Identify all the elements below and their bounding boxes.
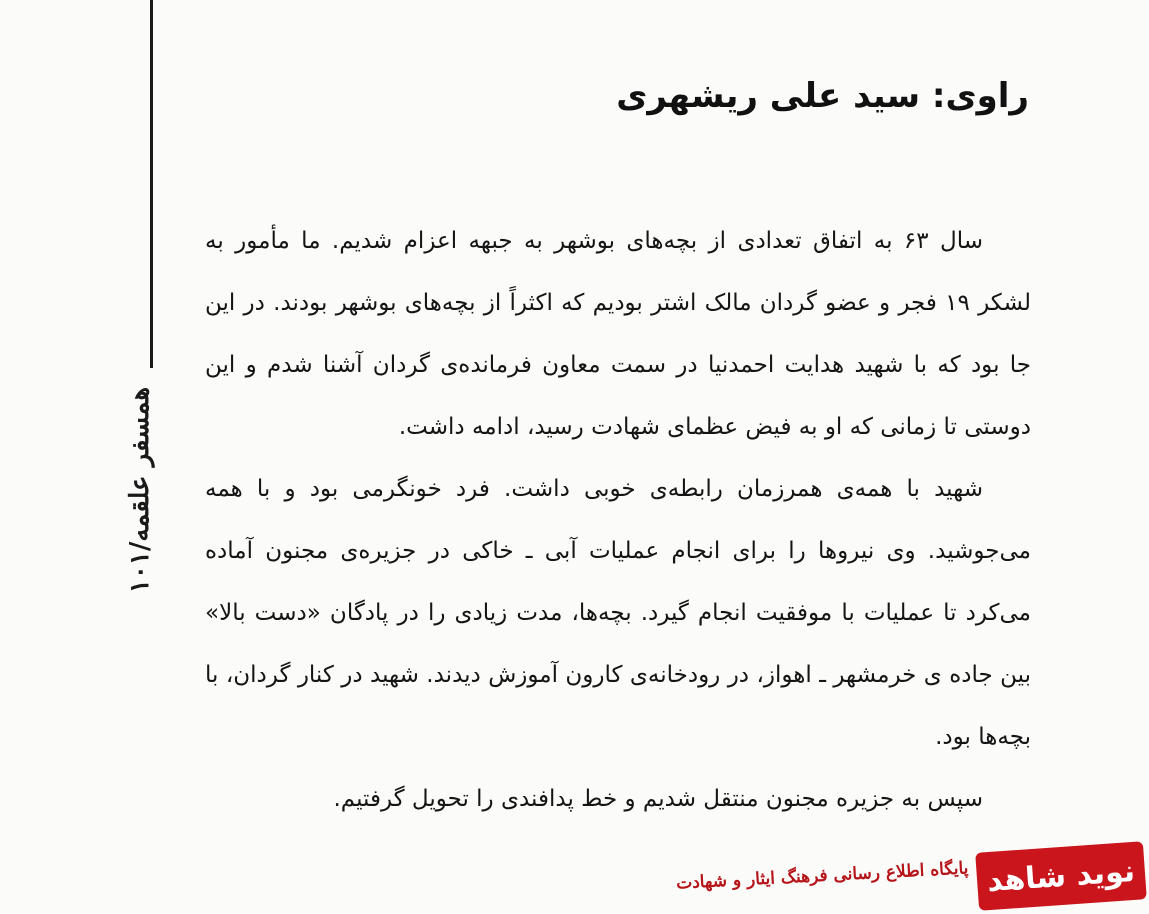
paragraph-2: شهید با همه‌ی همرزمان رابطه‌ی خوبی داشت. فرد خونگرمی بود و با همه می‌جوشید. وی نیروها را برای انجام عملیات آبی ـ خاکی در جزیره‌ی مجنون آماده می‌کرد تا عملیات با موفقیت انجام گیرد. بچه‌ها، مدت زیادی را در پادگان «دست بالا» بین جاده ی خرمشهر ـ اهواز، در رودخانه‌ی کارون آموزش دیدند. شهید در کنار گردان، با بچه‌ها بود. — [205, 476, 1031, 750]
article-body — [205, 210, 1031, 830]
narrator-title: راوی: سید علی ریشهری — [616, 76, 1029, 116]
navid-shahed-logo: نوید شاهد — [975, 841, 1147, 911]
site-watermark — [676, 838, 1149, 914]
paragraph-3: سپس به جزیره مجنون منتقل شدیم و خط پدافندی را تحویل گرفتیم. — [333, 786, 983, 812]
watermark-text: پایگاه اطلاع رسانی فرهنگ ایثار و شهادت — [676, 858, 970, 894]
vertical-rule — [150, 0, 153, 368]
page-caption-text: همسفر علقمه/۱۰۱ — [125, 386, 156, 594]
page-caption — [100, 386, 180, 594]
paragraph-1: سال ۶۳ به اتفاق تعدادی از بچه‌های بوشهر به جبهه اعزام شدیم. ما مأمور به لشکر ۱۹ فجر و عضو گردان مالک اشتر بودیم که اکثراً از بچه‌های بوشهر بودند. در این جا بود که با شهید هدایت احمدنیا در سمت معاون فرمانده‌ی گردان آشنا شدم و این دوستی تا زمانی که او به فیض عظمای شهادت رسید، ادامه داشت. — [205, 228, 1031, 440]
